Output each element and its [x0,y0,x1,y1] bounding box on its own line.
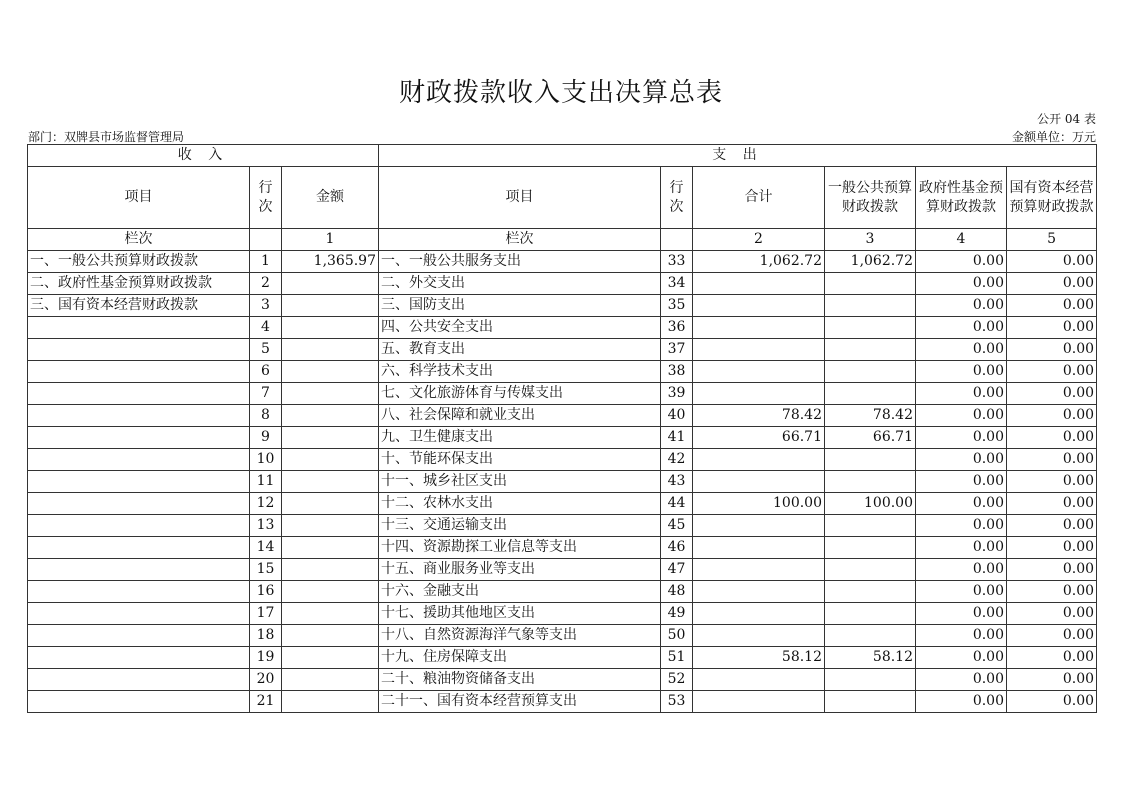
gov-fund-amount-cell: 0.00 [916,449,1007,471]
gov-fund-amount-cell: 0.00 [916,361,1007,383]
total-amount-cell [693,449,825,471]
expense-row-no-cell: 48 [661,581,693,603]
expense-item-cell: 十八、自然资源海洋气象等支出 [379,625,661,647]
income-amount-cell [282,515,379,537]
expense-item-cell: 四、公共安全支出 [379,317,661,339]
income-amount-cell: 1,365.97 [282,251,379,273]
income-amount-cell [282,449,379,471]
expense-column-label: 栏次 [379,229,661,251]
expense-item-cell: 三、国防支出 [379,295,661,317]
income-item-cell [28,339,250,361]
gov-fund-amount-cell: 0.00 [916,493,1007,515]
general-budget-amount-cell [825,361,916,383]
expense-row-no-header: 行次 [661,167,693,229]
table-row [28,383,1097,405]
table-row [28,251,1097,273]
expense-item-cell: 十三、交通运输支出 [379,515,661,537]
income-item-cell [28,471,250,493]
expense-row-no-cell: 34 [661,273,693,295]
general-budget-amount-cell: 58.12 [825,647,916,669]
page-title: 财政拨款收入支出决算总表 [398,78,723,108]
income-row-no-cell: 2 [250,273,282,295]
income-row-no-cell: 10 [250,449,282,471]
table-row [28,449,1097,471]
total-amount-cell [693,603,825,625]
income-item-cell [28,691,250,713]
income-item-cell [28,625,250,647]
expense-row-no-cell: 39 [661,383,693,405]
table-row [28,471,1097,493]
state-capital-amount-cell: 0.00 [1007,273,1097,295]
state-capital-amount-cell: 0.00 [1007,295,1097,317]
table-row [28,295,1097,317]
income-row-no-cell: 15 [250,559,282,581]
income-amount-cell [282,691,379,713]
gov-fund-amount-cell: 0.00 [916,669,1007,691]
income-row-no-cell: 13 [250,515,282,537]
column-number-row [28,229,1097,251]
income-item-cell [28,361,250,383]
state-capital-amount-cell: 0.00 [1007,691,1097,713]
general-budget-amount-cell [825,691,916,713]
income-amount-cell [282,493,379,515]
total-amount-cell: 100.00 [693,493,825,515]
expense-row-no-cell: 41 [661,427,693,449]
expense-item-cell: 十、节能环保支出 [379,449,661,471]
total-amount-cell: 58.12 [693,647,825,669]
expense-row-no-cell: 46 [661,537,693,559]
expense-item-cell: 五、教育支出 [379,339,661,361]
general-budget-amount-cell [825,515,916,537]
expense-row-no-cell: 43 [661,471,693,493]
income-row-no-cell: 19 [250,647,282,669]
expense-row-no-cell: 44 [661,493,693,515]
expense-row-no-cell: 35 [661,295,693,317]
state-capital-amount-cell: 0.00 [1007,559,1097,581]
income-item-cell: 一、一般公共预算财政拨款 [28,251,250,273]
column-number: 1 [282,229,379,251]
gov-fund-amount-cell: 0.00 [916,471,1007,493]
expense-row-no-cell: 42 [661,449,693,471]
income-amount-cell [282,625,379,647]
income-row-no-cell: 9 [250,427,282,449]
state-capital-amount-cell: 0.00 [1007,537,1097,559]
gov-fund-amount-cell: 0.00 [916,405,1007,427]
general-budget-amount-cell [825,625,916,647]
expense-row-no-cell: 33 [661,251,693,273]
income-amount-cell [282,603,379,625]
expense-row-no-cell: 51 [661,647,693,669]
table-row [28,273,1097,295]
income-row-no-cell: 18 [250,625,282,647]
income-amount-cell [282,339,379,361]
total-amount-cell [693,361,825,383]
income-row-no-cell: 12 [250,493,282,515]
income-row-no-cell: 20 [250,669,282,691]
income-row-no-cell: 11 [250,471,282,493]
income-section-header: 收 入 [28,145,379,167]
expense-row-no-cell: 52 [661,669,693,691]
general-budget-amount-cell [825,317,916,339]
state-capital-amount-cell: 0.00 [1007,251,1097,273]
income-row-no-cell: 8 [250,405,282,427]
total-amount-cell: 66.71 [693,427,825,449]
income-item-cell [28,493,250,515]
total-amount-cell [693,471,825,493]
general-budget-amount-cell [825,449,916,471]
state-capital-amount-cell: 0.00 [1007,625,1097,647]
income-amount-cell [282,273,379,295]
general-budget-amount-cell: 66.71 [825,427,916,449]
income-item-cell [28,427,250,449]
state-capital-amount-cell: 0.00 [1007,339,1097,361]
table-row [28,493,1097,515]
table-row [28,515,1097,537]
total-amount-cell [693,273,825,295]
income-item-cell: 二、政府性基金预算财政拨款 [28,273,250,295]
general-budget-amount-cell [825,383,916,405]
gov-fund-header: 政府性基金预算财政拨款 [916,167,1007,229]
expense-row-no-cell: 38 [661,361,693,383]
income-amount-cell [282,317,379,339]
income-amount-cell [282,647,379,669]
total-amount-cell: 78.42 [693,405,825,427]
table-row [28,625,1097,647]
general-budget-amount-cell [825,581,916,603]
budget-table [27,144,1097,713]
table-row [28,361,1097,383]
income-amount-cell [282,427,379,449]
expense-row-no-cell: 49 [661,603,693,625]
general-budget-amount-cell [825,669,916,691]
income-item-cell [28,405,250,427]
state-capital-amount-cell: 0.00 [1007,647,1097,669]
empty-cell [661,229,693,251]
income-row-no-cell: 1 [250,251,282,273]
income-column-label: 栏次 [28,229,250,251]
expense-item-cell: 十二、农林水支出 [379,493,661,515]
total-amount-cell: 1,062.72 [693,251,825,273]
general-budget-amount-cell: 78.42 [825,405,916,427]
total-amount-cell [693,295,825,317]
total-amount-cell [693,691,825,713]
general-budget-amount-cell [825,471,916,493]
gov-fund-amount-cell: 0.00 [916,691,1007,713]
total-amount-cell [693,625,825,647]
table-row [28,427,1097,449]
state-capital-amount-cell: 0.00 [1007,471,1097,493]
income-amount-cell [282,361,379,383]
income-item-cell [28,647,250,669]
general-budget-amount-cell [825,295,916,317]
general-budget-amount-cell: 100.00 [825,493,916,515]
expense-item-header: 项目 [379,167,661,229]
table-row [28,405,1097,427]
income-item-cell [28,383,250,405]
expense-section-header: 支 出 [379,145,1097,167]
gov-fund-amount-cell: 0.00 [916,427,1007,449]
gov-fund-amount-cell: 0.00 [916,603,1007,625]
gov-fund-amount-cell: 0.00 [916,273,1007,295]
income-amount-cell [282,383,379,405]
expense-item-cell: 八、社会保障和就业支出 [379,405,661,427]
general-budget-amount-cell [825,537,916,559]
column-number: 2 [693,229,825,251]
income-row-no-cell: 21 [250,691,282,713]
general-budget-amount-cell [825,273,916,295]
table-row [28,669,1097,691]
total-amount-cell [693,383,825,405]
income-item-cell [28,603,250,625]
income-row-no-cell: 7 [250,383,282,405]
income-amount-cell [282,405,379,427]
expense-row-no-cell: 50 [661,625,693,647]
state-capital-amount-cell: 0.00 [1007,603,1097,625]
state-capital-amount-cell: 0.00 [1007,361,1097,383]
empty-cell [250,229,282,251]
expense-item-cell: 二十、粮油物资储备支出 [379,669,661,691]
income-row-no-cell: 5 [250,339,282,361]
total-amount-cell [693,559,825,581]
state-capital-amount-cell: 0.00 [1007,493,1097,515]
gov-fund-amount-cell: 0.00 [916,317,1007,339]
expense-item-cell: 一、一般公共服务支出 [379,251,661,273]
expense-item-cell: 十九、住房保障支出 [379,647,661,669]
income-item-cell [28,317,250,339]
expense-item-cell: 十四、资源勘探工业信息等支出 [379,537,661,559]
expense-item-cell: 十六、金融支出 [379,581,661,603]
expense-item-cell: 九、卫生健康支出 [379,427,661,449]
column-number: 3 [825,229,916,251]
income-row-no-cell: 16 [250,581,282,603]
income-amount-cell [282,295,379,317]
table-row [28,581,1097,603]
income-amount-cell [282,669,379,691]
income-row-no-cell: 14 [250,537,282,559]
income-row-no-cell: 6 [250,361,282,383]
general-budget-amount-cell [825,339,916,361]
general-budget-amount-cell: 1,062.72 [825,251,916,273]
income-row-no-header: 行次 [250,167,282,229]
table-row [28,317,1097,339]
state-capital-amount-cell: 0.00 [1007,317,1097,339]
state-capital-header: 国有资本经营预算财政拨款 [1007,167,1097,229]
gov-fund-amount-cell: 0.00 [916,647,1007,669]
income-row-no-cell: 17 [250,603,282,625]
gov-fund-amount-cell: 0.00 [916,625,1007,647]
income-item-cell [28,669,250,691]
income-item-cell [28,559,250,581]
state-capital-amount-cell: 0.00 [1007,515,1097,537]
general-budget-amount-cell [825,603,916,625]
total-amount-cell [693,537,825,559]
total-header: 合计 [693,167,825,229]
income-item-cell [28,581,250,603]
expense-item-cell: 六、科学技术支出 [379,361,661,383]
state-capital-amount-cell: 0.00 [1007,669,1097,691]
gov-fund-amount-cell: 0.00 [916,295,1007,317]
expense-item-cell: 二、外交支出 [379,273,661,295]
income-amount-cell [282,537,379,559]
gov-fund-amount-cell: 0.00 [916,559,1007,581]
column-header-row [28,167,1097,229]
expense-row-no-cell: 37 [661,339,693,361]
state-capital-amount-cell: 0.00 [1007,405,1097,427]
income-amount-header: 金额 [282,167,379,229]
expense-item-cell: 七、文化旅游体育与传媒支出 [379,383,661,405]
income-row-no-cell: 4 [250,317,282,339]
income-amount-cell [282,559,379,581]
section-header-row [28,145,1097,167]
table-row [28,537,1097,559]
table-row [28,339,1097,361]
total-amount-cell [693,515,825,537]
expense-item-cell: 十五、商业服务业等支出 [379,559,661,581]
table-row [28,647,1097,669]
gov-fund-amount-cell: 0.00 [916,339,1007,361]
form-number: 公开 04 表 [1037,112,1096,126]
state-capital-amount-cell: 0.00 [1007,427,1097,449]
general-budget-header: 一般公共预算财政拨款 [825,167,916,229]
gov-fund-amount-cell: 0.00 [916,251,1007,273]
general-budget-amount-cell [825,559,916,581]
total-amount-cell [693,669,825,691]
state-capital-amount-cell: 0.00 [1007,383,1097,405]
expense-row-no-cell: 36 [661,317,693,339]
table-row [28,603,1097,625]
income-row-no-cell: 3 [250,295,282,317]
state-capital-amount-cell: 0.00 [1007,581,1097,603]
total-amount-cell [693,339,825,361]
total-amount-cell [693,317,825,339]
state-capital-amount-cell: 0.00 [1007,449,1097,471]
expense-item-cell: 十七、援助其他地区支出 [379,603,661,625]
gov-fund-amount-cell: 0.00 [916,515,1007,537]
income-amount-cell [282,471,379,493]
income-item-cell [28,515,250,537]
department-label: 部门：双牌县市场监督管理局 [28,130,185,144]
income-item-header: 项目 [28,167,250,229]
expense-row-no-cell: 47 [661,559,693,581]
column-number: 5 [1007,229,1097,251]
gov-fund-amount-cell: 0.00 [916,581,1007,603]
table-row [28,691,1097,713]
unit-label: 金额单位：万元 [1011,130,1096,144]
gov-fund-amount-cell: 0.00 [916,537,1007,559]
income-item-cell: 三、国有资本经营财政拨款 [28,295,250,317]
gov-fund-amount-cell: 0.00 [916,383,1007,405]
expense-item-cell: 十一、城乡社区支出 [379,471,661,493]
total-amount-cell [693,581,825,603]
expense-row-no-cell: 40 [661,405,693,427]
income-item-cell [28,537,250,559]
income-amount-cell [282,581,379,603]
column-number: 4 [916,229,1007,251]
table-row [28,559,1097,581]
income-item-cell [28,449,250,471]
expense-row-no-cell: 53 [661,691,693,713]
expense-row-no-cell: 45 [661,515,693,537]
expense-item-cell: 二十一、国有资本经营预算支出 [379,691,661,713]
